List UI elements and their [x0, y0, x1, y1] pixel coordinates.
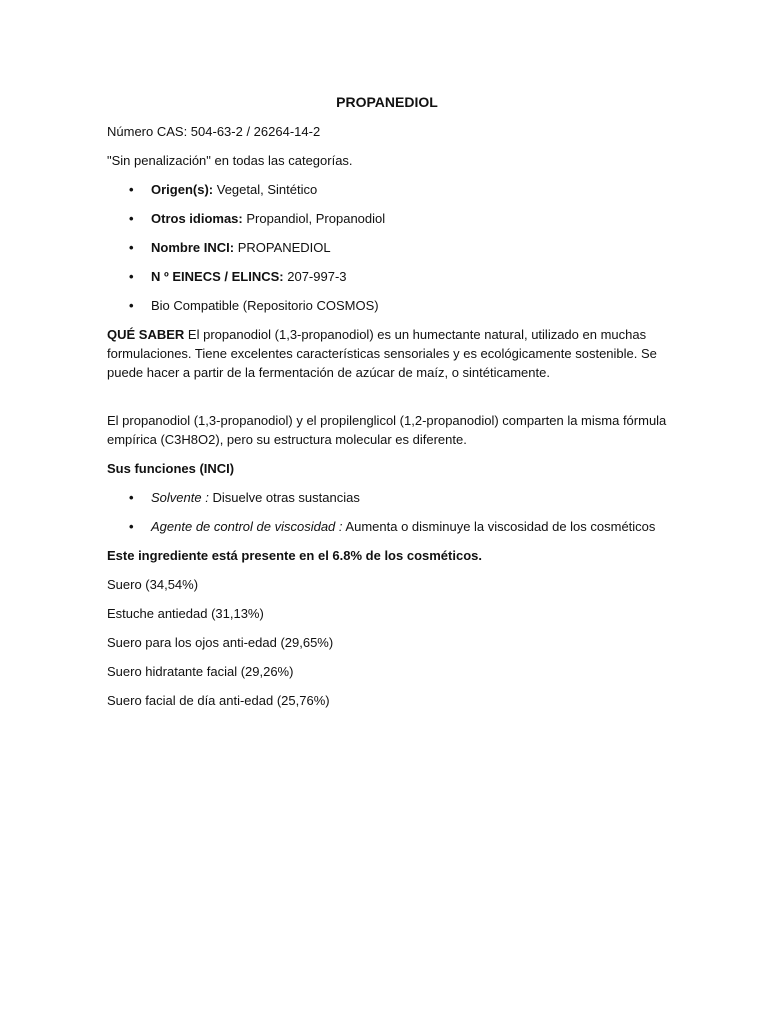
property-value: 207-997-3 [287, 269, 347, 284]
property-item-other-languages [107, 209, 667, 228]
property-value: Propandiol, Propanodiol [246, 211, 386, 226]
bullet-icon: • [129, 240, 134, 255]
property-value: PROPANEDIOL [237, 240, 331, 255]
bullet-icon: • [129, 211, 134, 226]
function-item-viscosity [107, 517, 667, 536]
cas-number: Número CAS: 504-63-2 / 26264-14-2 [107, 124, 321, 139]
function-desc: Disuelve otras sustancias [212, 490, 360, 505]
functions-heading: Sus funciones (INCI) [107, 461, 235, 476]
bullet-icon: • [129, 519, 134, 534]
molecular-formula-paragraph: El propanodiol (1,3-propanodiol) y el propilenglicol (1,2-propanodiol) comparten la misma fórmula empírica (C3H8O2), pero su estructura molecular es diferente. [107, 413, 667, 447]
usage-item: Suero para los ojos anti-edad (29,65%) [107, 635, 334, 650]
bullet-icon: • [129, 298, 134, 313]
usage-list [107, 575, 667, 710]
usage-item: Estuche antiedad (31,13%) [107, 606, 264, 621]
que-saber-label: QUÉ SABER [107, 327, 185, 342]
property-label: N º EINECS / ELINCS: [151, 269, 284, 284]
penalty-note: "Sin penalización" en todas las categorías. [107, 153, 353, 168]
usage-item: Suero facial de día anti-edad (25,76%) [107, 693, 330, 708]
document-page [107, 92, 667, 720]
usage-item: Suero (34,54%) [107, 577, 199, 592]
que-saber-text: El propanodiol (1,3-propanodiol) es un humectante natural, utilizado en muchas formulaciones. Tiene excelentes características sensoriales y es ecológicamente sostenible. Se puede hacer a partir de la fermentación de azúcar de maíz, o sintéticamente. [107, 327, 657, 380]
function-desc: Aumenta o disminuye la viscosidad de los cosméticos [345, 519, 656, 534]
property-item-bio-compatible [107, 296, 667, 315]
properties-list [107, 180, 667, 315]
function-item-solvent [107, 488, 667, 507]
property-label: Otros idiomas: [151, 211, 243, 226]
function-name: Solvente : [151, 490, 209, 505]
page-title: PROPANEDIOL [336, 94, 438, 110]
functions-list [107, 488, 667, 536]
property-label: Origen(s): [151, 182, 214, 197]
que-saber-paragraph [107, 325, 667, 382]
usage-item: Suero hidratante facial (29,26%) [107, 664, 294, 679]
property-item-inci-name [107, 238, 667, 257]
property-item-origin [107, 180, 667, 199]
property-value: Bio Compatible (Repositorio COSMOS) [151, 298, 379, 313]
property-value: Vegetal, Sintético [216, 182, 318, 197]
bullet-icon: • [129, 269, 134, 284]
property-item-einecs [107, 267, 667, 286]
function-name: Agente de control de viscosidad : [151, 519, 343, 534]
property-label: Nombre INCI: [151, 240, 235, 255]
presence-statement: Este ingrediente está presente en el 6.8% de los cosméticos. [107, 548, 482, 563]
bullet-icon: • [129, 182, 134, 197]
bullet-icon: • [129, 490, 134, 505]
